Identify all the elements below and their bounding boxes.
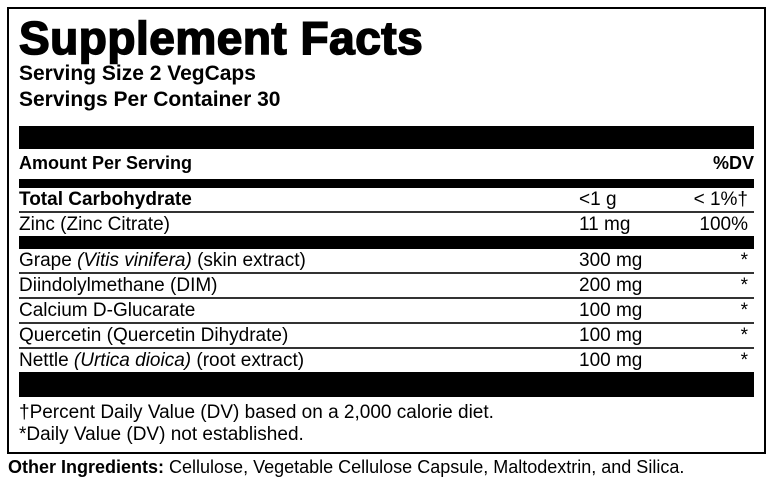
nutrient-amount: 11 mg	[579, 213, 631, 235]
serving-size: Serving Size 2 VegCaps	[19, 62, 256, 85]
nutrient-name	[19, 325, 288, 347]
nutrient-amount: 100 mg	[579, 349, 643, 371]
divider-bar-middle	[19, 236, 754, 249]
nutrient-name-part: (skin extract)	[191, 249, 306, 271]
nutrient-name	[19, 275, 218, 297]
footnotes	[19, 397, 754, 446]
nutrient-section-daily-values	[19, 188, 754, 236]
nutrient-name-part: Total Carbohydrate	[19, 188, 192, 210]
nutrient-amount: 300 mg	[579, 249, 643, 271]
percent-dv-header: %DV	[712, 152, 754, 173]
nutrient-row	[19, 347, 754, 372]
latin-name: (Urtica dioica)	[73, 349, 192, 371]
nutrient-percent-dv: 100%	[699, 213, 748, 235]
nutrient-row	[19, 211, 754, 236]
nutrient-name-part: Diindolylmethane (DIM)	[19, 274, 218, 296]
nutrient-percent-dv: *	[740, 324, 748, 346]
nutrient-row	[19, 272, 754, 297]
nutrient-name-part: Calcium D-Glucarate	[19, 299, 196, 321]
amount-per-serving-header: Amount Per Serving	[19, 152, 193, 173]
nutrient-name	[19, 250, 306, 272]
nutrient-name	[19, 189, 192, 211]
nutrient-percent-dv: *	[740, 299, 748, 321]
other-ingredients-text: Cellulose, Vegetable Cellulose Capsule, Maltodextrin, and Silica.	[169, 457, 685, 477]
column-header-row	[19, 149, 754, 177]
nutrient-name	[19, 350, 304, 372]
other-ingredients	[8, 456, 684, 478]
supplement-facts-panel	[7, 7, 766, 454]
nutrient-amount: <1 g	[579, 188, 617, 210]
nutrient-amount: 100 mg	[579, 324, 643, 346]
divider-bar-bottom	[19, 372, 754, 397]
nutrient-section-no-daily-values	[19, 249, 754, 372]
nutrient-percent-dv: *	[740, 249, 748, 271]
latin-name: (Vitis vinifera)	[77, 249, 192, 271]
footnote-line: †Percent Daily Value (DV) based on a 2,000 calorie diet.	[19, 402, 494, 423]
nutrient-row	[19, 188, 754, 211]
nutrient-row	[19, 297, 754, 322]
nutrient-name	[19, 214, 170, 236]
nutrient-percent-dv: < 1%†	[693, 188, 748, 210]
footnote-line: *Daily Value (DV) not established.	[19, 424, 304, 445]
other-ingredients-label: Other Ingredients:	[8, 457, 165, 477]
nutrient-amount: 200 mg	[579, 274, 643, 296]
divider-bar-under-header	[19, 179, 754, 188]
nutrient-name-part: Zinc (Zinc Citrate)	[19, 213, 170, 235]
nutrient-name-part: Nettle	[19, 349, 74, 371]
servings-per-container: Servings Per Container 30	[19, 88, 281, 111]
nutrient-percent-dv: *	[740, 274, 748, 296]
nutrient-name-part: Grape	[19, 249, 78, 271]
nutrient-row	[19, 322, 754, 347]
nutrient-name	[19, 300, 195, 322]
nutrient-row	[19, 249, 754, 272]
nutrient-percent-dv: *	[740, 349, 748, 371]
nutrient-name-part: Quercetin (Quercetin Dihydrate)	[19, 324, 289, 346]
nutrient-amount: 100 mg	[579, 299, 643, 321]
divider-bar-top	[19, 126, 754, 149]
nutrient-name-part: (root extract)	[191, 349, 305, 371]
panel-title: Supplement Facts	[19, 12, 424, 64]
